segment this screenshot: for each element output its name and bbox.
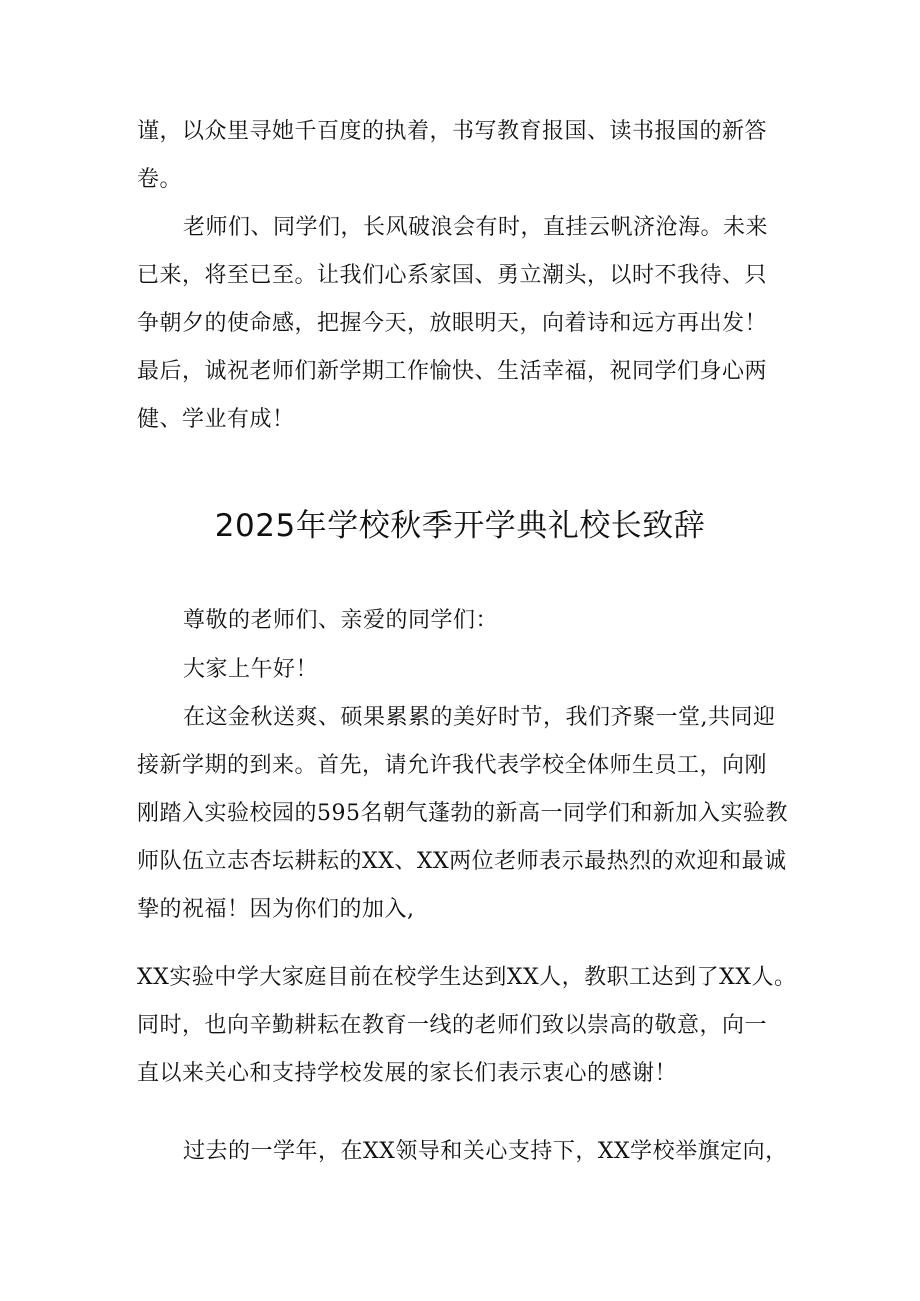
text-line: 争朝夕的使命感，把握今天，放眼明天，向着诗和远方再出发！	[137, 311, 768, 336]
text-line: 过去的一学年，在XX领导和关心支持下，XX学校举旗定向，	[183, 1139, 788, 1164]
text-line: 最后，诚祝老师们新学期工作愉快、生活幸福，祝同学们身心两	[137, 359, 768, 384]
text-line: 挚的祝福！因为你们的加入,	[137, 897, 415, 922]
salutation: 尊敬的老师们、亲爱的同学们：	[183, 608, 499, 633]
text-line: 已来，将至已至。让我们心系家国、勇立潮头，以时不我待、只	[137, 263, 768, 288]
text-line: 谨，以众里寻她千百度的执着，书写教育报国、读书报国的新答	[137, 119, 768, 144]
text-line: 卷。	[137, 167, 183, 192]
text-line: 师队伍立志杏坛耕耘的XX、XX两位老师表示最热烈的欢迎和最诚	[137, 849, 787, 874]
text-line: 接新学期的到来。首先，请允许我代表学校全体师生员工，向刚	[137, 753, 768, 778]
text-line: XX实验中学大家庭目前在校学生达到XX人，教职工达到了XX人。	[137, 965, 797, 990]
text-line: 直以来关心和支持学校发展的家长们表示衷心的感谢！	[137, 1061, 678, 1086]
text-line: 同时，也向辛勤耕耘在教育一线的老师们致以崇高的敬意，向一	[137, 1013, 768, 1038]
text-line: 刚踏入实验校园的595名朝气蓬勃的新高一同学们和新加入实验教	[137, 801, 788, 826]
text-line: 在这金秋送爽、硕果累累的美好时节，我们齐聚一堂,共同迎	[183, 705, 776, 730]
text-line: 老师们、同学们，长风破浪会有时，直挂云帆济沧海。未来	[183, 215, 769, 240]
text-line: 健、学业有成！	[137, 407, 295, 432]
speech-title: 2025年学校秋季开学典礼校长致辞	[214, 508, 706, 544]
greeting: 大家上午好！	[183, 657, 319, 682]
